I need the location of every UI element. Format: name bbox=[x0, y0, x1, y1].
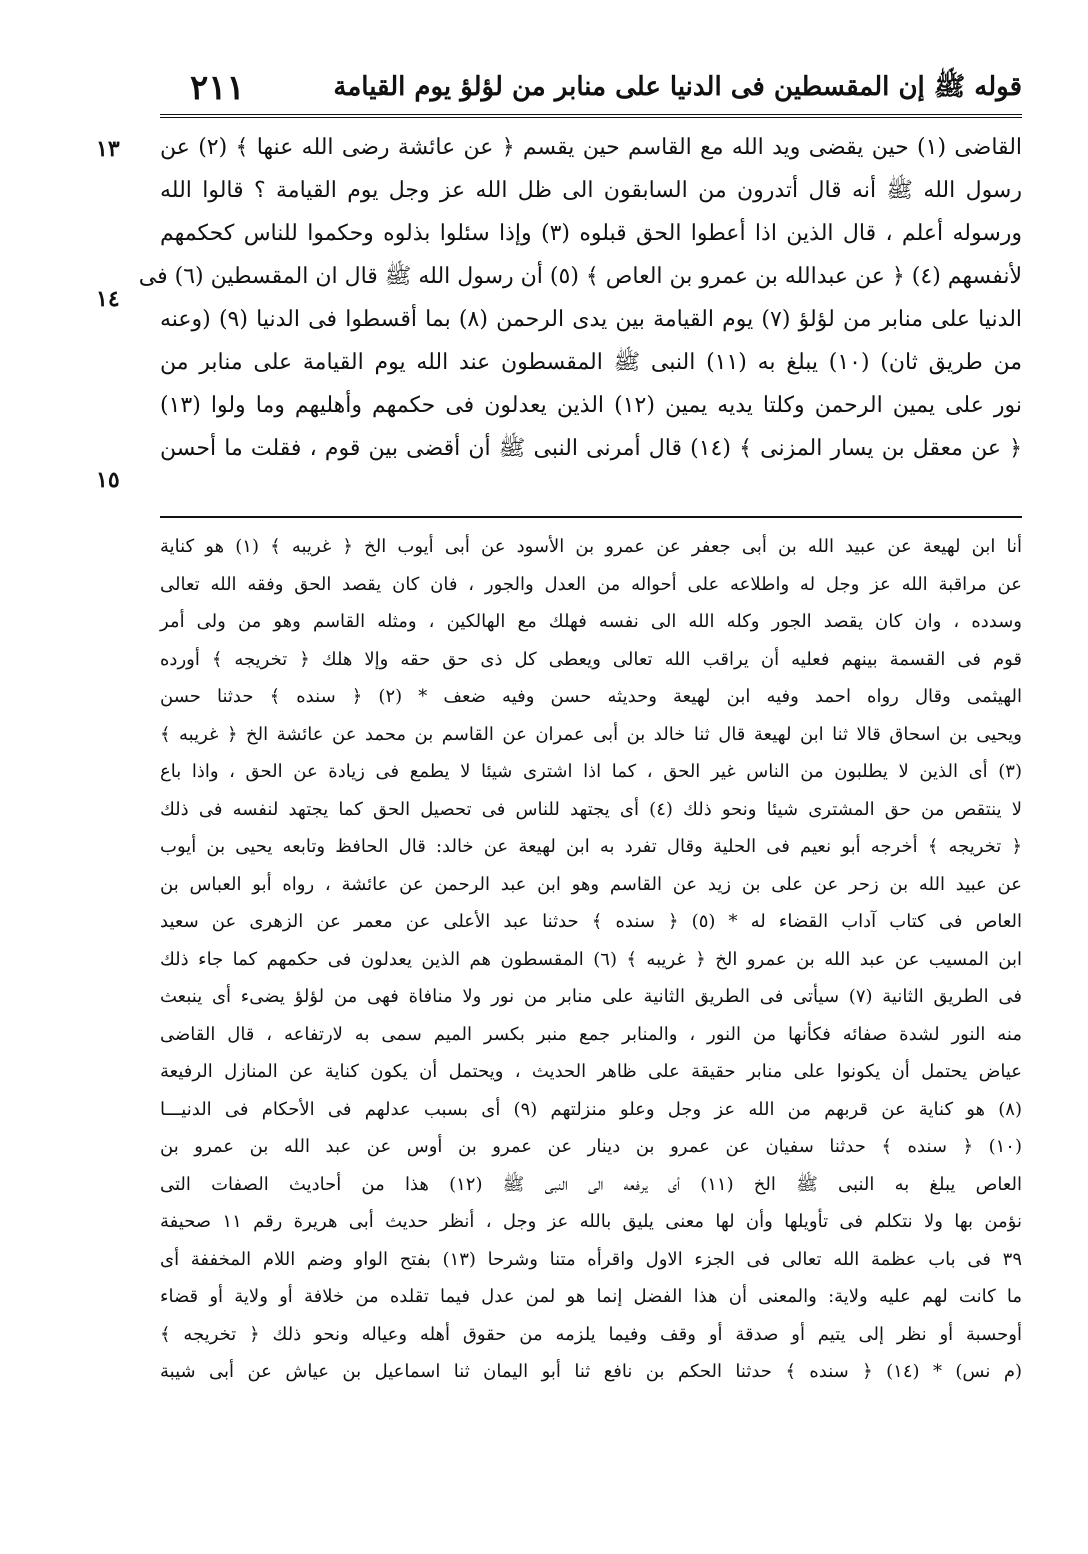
header-rule bbox=[160, 114, 1022, 118]
text-line: لأنفسهم (٤) ﴿ عن عبدالله بن عمرو بن العاص ﴾ (٥) أن رسول الله ﷺ قال ان المقسطين (٦) فى bbox=[138, 264, 1022, 289]
footnote-line: وسدده ، وان كان يقصد الجور وكله الله الى نفسه فهلك مع الهالكين ، ومثله القاسم وهو من ولى أمر bbox=[160, 611, 1022, 632]
footnote-line: الهيثمى وقال رواه احمد وفيه ابن لهيعة وحديثه حسن وفيه ضعف * (٢) ﴿ سنده ﴾ حدثنا حسن bbox=[160, 686, 1022, 707]
footnote-line: عن مراقبة الله عز وجل له واطلاعه على أحواله من العدل والجور ، فان كان يقصد الحق وفقه الله تعالى bbox=[160, 573, 1022, 595]
footnote-line: العاص فى كتاب آداب القضاء له * (٥) ﴿ سنده ﴾ حدثنا عبد الأعلى عن معمر عن الزهرى عن سعيد bbox=[160, 911, 1022, 932]
running-title: قوله ﷺ إن المقسطين فى الدنيا على منابر من لؤلؤ يوم القيامة bbox=[333, 72, 1022, 102]
footnote-line: لا ينتقص من حق المشترى شيئا ونحو ذلك (٤) أى يجتهد للناس فى تحصيل الحق كما يجتهد لنفسه فى ذلك bbox=[160, 798, 1022, 820]
footnote-line: قوم فى القسمة بينهم فعليه أن يراقب الله تعالى ويعطى كل ذى حق حقه وإلا هلك ﴿ تخريجه ﴾ أورده bbox=[160, 648, 1022, 670]
footnote-line: أوحسبة أو نظر إلى يتيم أو صدقة أو وقف وفيما يلزمه من حقوق أهله وعياله ونحو ذلك ﴿ تخريجه ﴾ bbox=[160, 1323, 1022, 1345]
footnote-line: عياض يحتمل أن يكونوا على منابر حقيقة على ظاهر الحديث ، ويحتمل أن يكون كناية عن المنازل الرفيعة bbox=[160, 1061, 1022, 1082]
footnotes bbox=[160, 528, 1022, 1391]
page-header bbox=[160, 66, 1022, 112]
text-line: رسول الله ﷺ أنه قال أتدرون من السابقون الى ظل الله عز وجل يوم القيامة ؟ قالوا الله bbox=[160, 178, 1022, 203]
footnote-separator bbox=[160, 516, 1022, 518]
footnote-line: ﴿ تخريجه ﴾ أخرجه أبو نعيم فى الحلية وقال تفرد به ابن لهيعة عن خالد: قال الحافظ وتابعه يحيى بن أيوب bbox=[160, 836, 1022, 857]
text-line: الدنيا على منابر من لؤلؤ (٧) يوم القيامة بين يدى الرحمن (٨) بما أقسطوا فى الدنيا (٩) (وعنه bbox=[160, 307, 1023, 332]
footnote-line: ابن المسيب عن عبد الله بن عمرو الخ ﴿ غريبه ﴾ (٦) المقسطون هم الذين يعدلون فى حكمهم كما جاء ذلك bbox=[160, 948, 1022, 970]
footnote-line: ٣٩ فى باب عظمة الله تعالى فى الجزء الاول واقرأه متنا وشرحا (١٣) بفتح الواو وضم اللام المخففة أى bbox=[160, 1248, 1022, 1270]
footnote-line: (١٠) ﴿ سنده ﴾ حدثنا سفيان عن عمرو بن دينار عن عمرو بن أوس عن عبد الله بن عمرو بن bbox=[160, 1136, 1022, 1157]
text-line: نور على يمين الرحمن وكلتا يديه يمين (١٢) الذين يعدلون فى حكمهم وأهليهم وما ولوا (١٣) bbox=[160, 393, 1022, 418]
text-line: القاضى (١) حين يقضى ويد الله مع القاسم حين يقسم ﴿ عن عائشة رضى الله عنها ﴾ (٢) عن bbox=[160, 135, 1023, 160]
footnote-line: أنا ابن لهيعة عن عبيد الله بن أبى جعفر عن عمرو بن الأسود عن أبى أيوب الخ ﴿ غريبه ﴾ (١) هو كناية bbox=[160, 536, 1022, 557]
footnote-line: (م نس) * (١٤) ﴿ سنده ﴾ حدثنا الحكم بن نافع ثنا أبو اليمان ثنا اسماعيل بن عياش عن أبى شيبة bbox=[160, 1361, 1022, 1382]
text-line: ﴿ عن معقل بن يسار المزنى ﴾ (١٤) قال أمرنى النبى ﷺ أن أقضى بين قوم ، فقلت ما أحسن bbox=[160, 436, 1022, 461]
text-line: من طريق ثان) (١٠) يبلغ به (١١) النبى ﷺ المقسطون عند الله يوم القيامة على منابر من bbox=[160, 350, 1022, 375]
footnote-line: عن عبيد الله بن زحر عن على بن زيد عن القاسم وهو ابن عبد الرحمن عن عائشة ، رواه أبو العباس بن bbox=[160, 873, 1022, 895]
footnote-line: ويحيى بن اسحاق قالا ثنا ابن لهيعة قال ثنا خالد بن أبى عمران عن القاسم بن محمد عن عائشة الخ ﴿ غريبه ﴾ bbox=[160, 723, 1022, 745]
hadith-number: ١٣ bbox=[96, 136, 120, 162]
footnote-line: (٣) أى الذين لا يطلبون من الناس غير الحق ، كما اذا اشترى شيئا لا يطمع فى زيادة عن الحق ، واذا باع bbox=[160, 761, 1022, 782]
footnote-line: منه النور لشدة صفائه فكأنها من النور ، والمنابر جمع منبر بكسر الميم سمى به لارتفاعه ، قال القاضى bbox=[160, 1023, 1022, 1045]
footnote-line: ما كانت لهم عليه ولاية: والمعنى أن هذا الفضل إنما هو لمن عدل فيما تقلده من خلافة أو ولاية أو قضاء bbox=[160, 1286, 1022, 1307]
main-text bbox=[138, 126, 1023, 470]
hadith-number: ١٤ bbox=[96, 286, 120, 312]
text-line: ورسوله أعلم ، قال الذين اذا أعطوا الحق قبلوه (٣) وإذا سئلوا بذلوه وحكموا للناس كحكمهم bbox=[160, 221, 1022, 246]
footnote-line: (٨) هو كناية عن قربهم من الله عز وجل وعلو منزلتهم (٩) أى بسبب عدلهم فى الأحكام فى الدنيـــا bbox=[160, 1098, 1022, 1120]
footnote-line: نؤمن بها ولا نتكلم فى تأويلها وأن لها معنى يليق بالله عز وجل ، أنظر حديث أبى هريرة رقم ١١ صحيفة bbox=[160, 1211, 1023, 1232]
page-number: ٢١١ bbox=[190, 68, 245, 108]
footnote-line: فى الطريق الثانية (٧) سيأتى فى الطريق الثانية على منابر من نور ولا منافاة فهى من لؤلؤ يضىء أى ينبعث bbox=[160, 986, 1022, 1007]
footnote-line: العاص يبلغ به النبى ﷺ الخ (١١) أى يرفعه الى النبى ﷺ (١٢) هذا من أحاديث الصفات التى bbox=[160, 1173, 1022, 1195]
hadith-number: ١٥ bbox=[96, 467, 120, 493]
